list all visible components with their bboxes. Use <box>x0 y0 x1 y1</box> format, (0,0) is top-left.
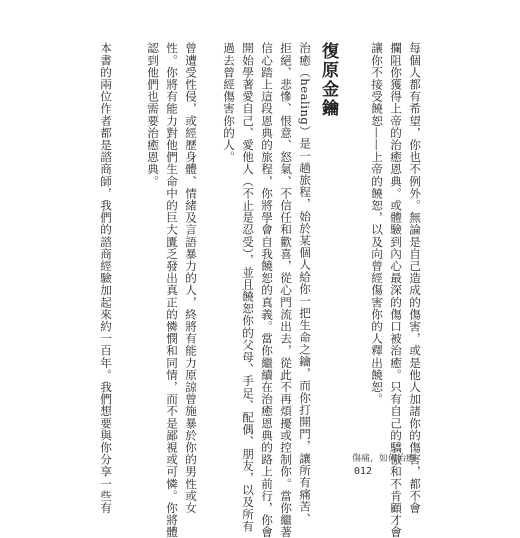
running-head: 傷痛，如何治癒 <box>352 454 416 464</box>
text-column: 拒絕、悲慘、恨意、怒氣、不信任和歡喜，從心門流出去，從此不再煩擾或控制你。當你繼著 <box>279 42 293 538</box>
text-column: 信心踏上這段恩典的旅程，你將學會自我饒恕的真義。當你繼續在治癒恩典的路上前行，你會 <box>260 42 274 538</box>
text-column: 攔阻你獲得上帝的治癒恩典。或體驗到內心最深的傷口被治癒。只有自己的驕傲和不肯顧才會 <box>389 42 403 538</box>
text-column: 本書的兩位作者都是諮商師，我們的諮商經驗加起來約一百年。我們想要與你分享一些有 <box>99 42 113 514</box>
text-column: 認到他們也需要治癒恩典。 <box>146 42 160 188</box>
section-heading: 復原金鑰 <box>318 42 338 118</box>
text-column: 治癒（healing）是一趟旅程，始於某個人給你一把生命之鑰，而你打開門，讓所有痛苦、 <box>298 42 312 525</box>
text-column: 開始學著愛自己、愛他人（不止是忍受），並且饒恕你的父母、手足、配偶、朋友，以及所有 <box>241 42 255 533</box>
text-column: 每個人都有希望，你也不例外。無論是自己造成的傷害，或是他人加諸你的傷害，都不會 <box>408 42 422 514</box>
text-column: 性。你將有能力對他們生命中的巨大匱乏發出真正的憐憫和同情，而不是鄙視或可憐。你將體 <box>165 42 179 538</box>
page-number: 012 <box>354 466 373 477</box>
text-column: 過去曾經傷害你的人。 <box>222 42 236 163</box>
text-column: 曾遭受性侵，或經歷身體、情緒及言語暴力的人，終將有能力原諒曾施暴於你的男性或女 <box>184 42 198 514</box>
text-column: 讓你不接受饒恕——上帝的饒恕，以及向曾經傷害你的人釋出饒恕。 <box>370 42 384 405</box>
